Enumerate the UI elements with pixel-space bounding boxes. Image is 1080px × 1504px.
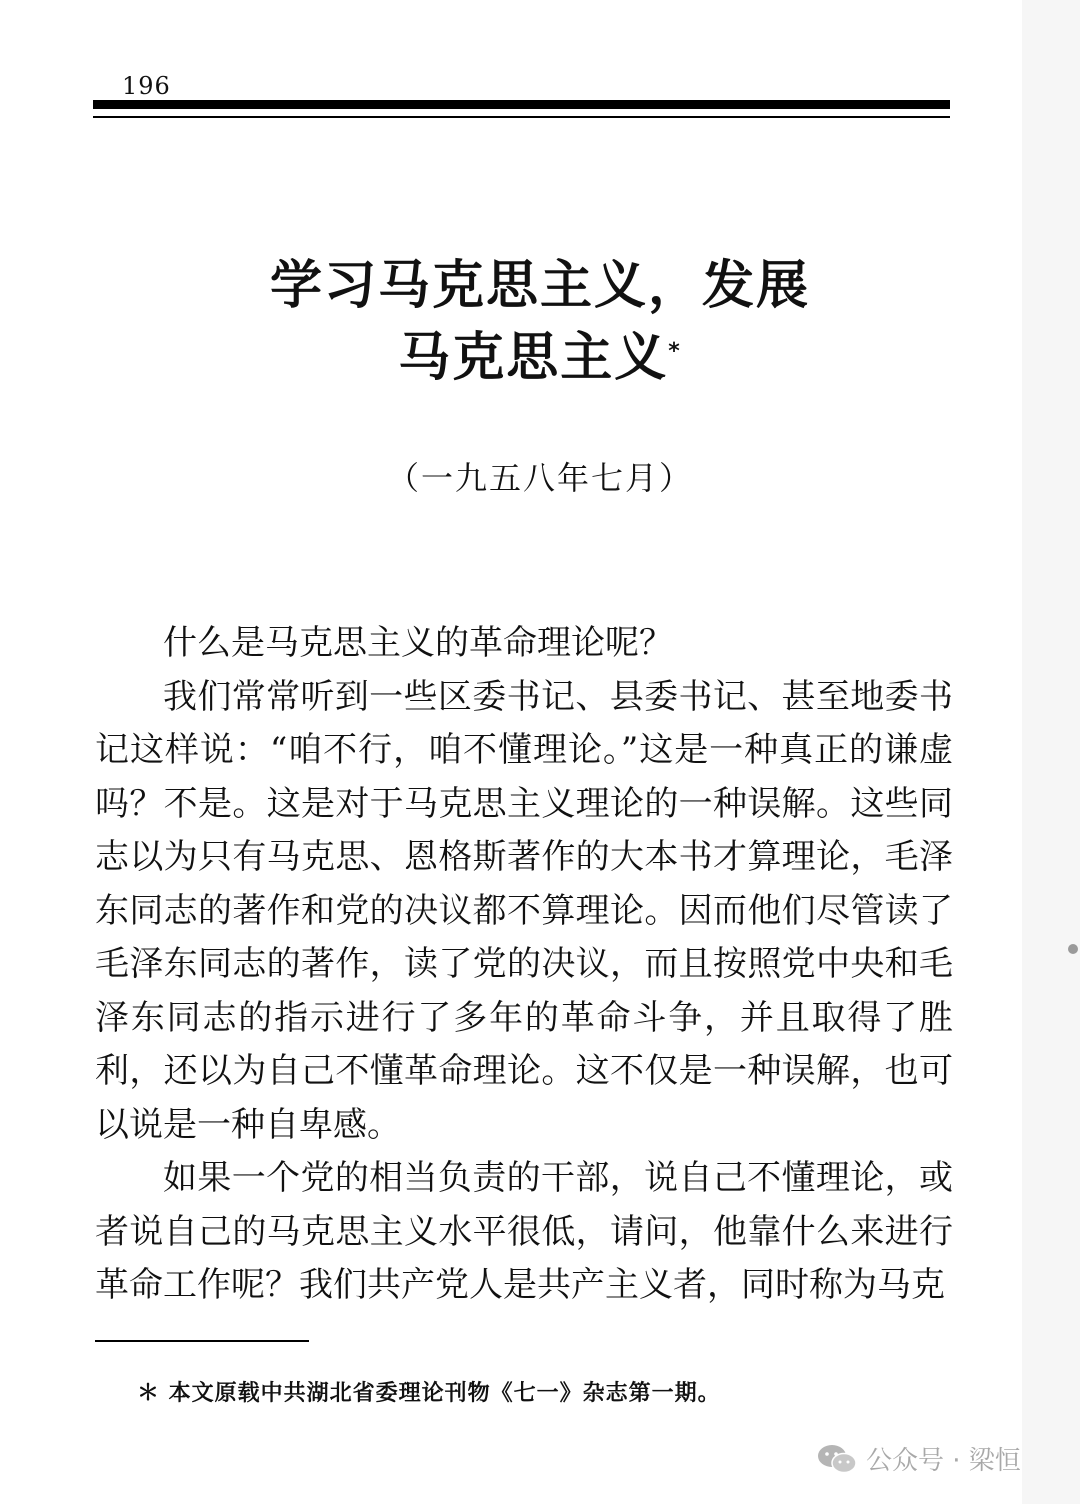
page-number: 196 (122, 72, 171, 100)
footnote-rule (95, 1340, 309, 1342)
wechat-icon (816, 1443, 858, 1475)
title-line-1: 学习马克思主义，发展 (269, 256, 810, 316)
paragraph-3: 如果一个党的相当负责的干部，说自己不懂理论，或者说自己的马克思主义水平很低，请问，他靠什么来进行革命工作呢？我们共产党人是共产主义者，同时称为马克 (95, 1158, 953, 1305)
paragraph-2: 我们常常听到一些区委书记、县委书记、甚至地委书记这样说：“咱不行，咱不懂理论。”这是一种真正的谦虚吗？不是。这是对于马克思主义理论的一种误解。这些同志以为只有马克思、恩格斯著作的大本书才算理论，毛泽东同志的著作和党的决议都不算理论。因而他们尽管读了毛泽东同志的著作，读了党的决议，而且按照党中央和毛泽东同志的指示进行了多年的革命斗争，并且取得了胜利，还以为自己不懂革命理论。这不仅是一种误解，也可以说是一种自卑感。 (95, 676, 953, 1145)
page-edge (1022, 0, 1080, 1504)
article-date: （一九五八年七月） (386, 459, 693, 497)
article-title (0, 250, 1080, 394)
watermark (816, 1440, 1021, 1477)
watermark-text: 公众号 · 梁恒 (866, 1446, 1021, 1476)
title-line-2 (0, 322, 1080, 394)
paragraph-1: 什么是马克思主义的革命理论呢？ (163, 623, 673, 663)
article-body (95, 617, 953, 1313)
header-rule-thick (93, 100, 950, 109)
scroll-indicator-dot[interactable] (1068, 944, 1078, 954)
footnote: ＊ 本文原载中共湖北省委理论刊物《七一》杂志第一期。 (137, 1380, 721, 1406)
header-rule-thin (93, 116, 950, 118)
title-footnote-mark: * (668, 339, 682, 364)
title-line-2-text: 马克思主义 (398, 328, 669, 388)
